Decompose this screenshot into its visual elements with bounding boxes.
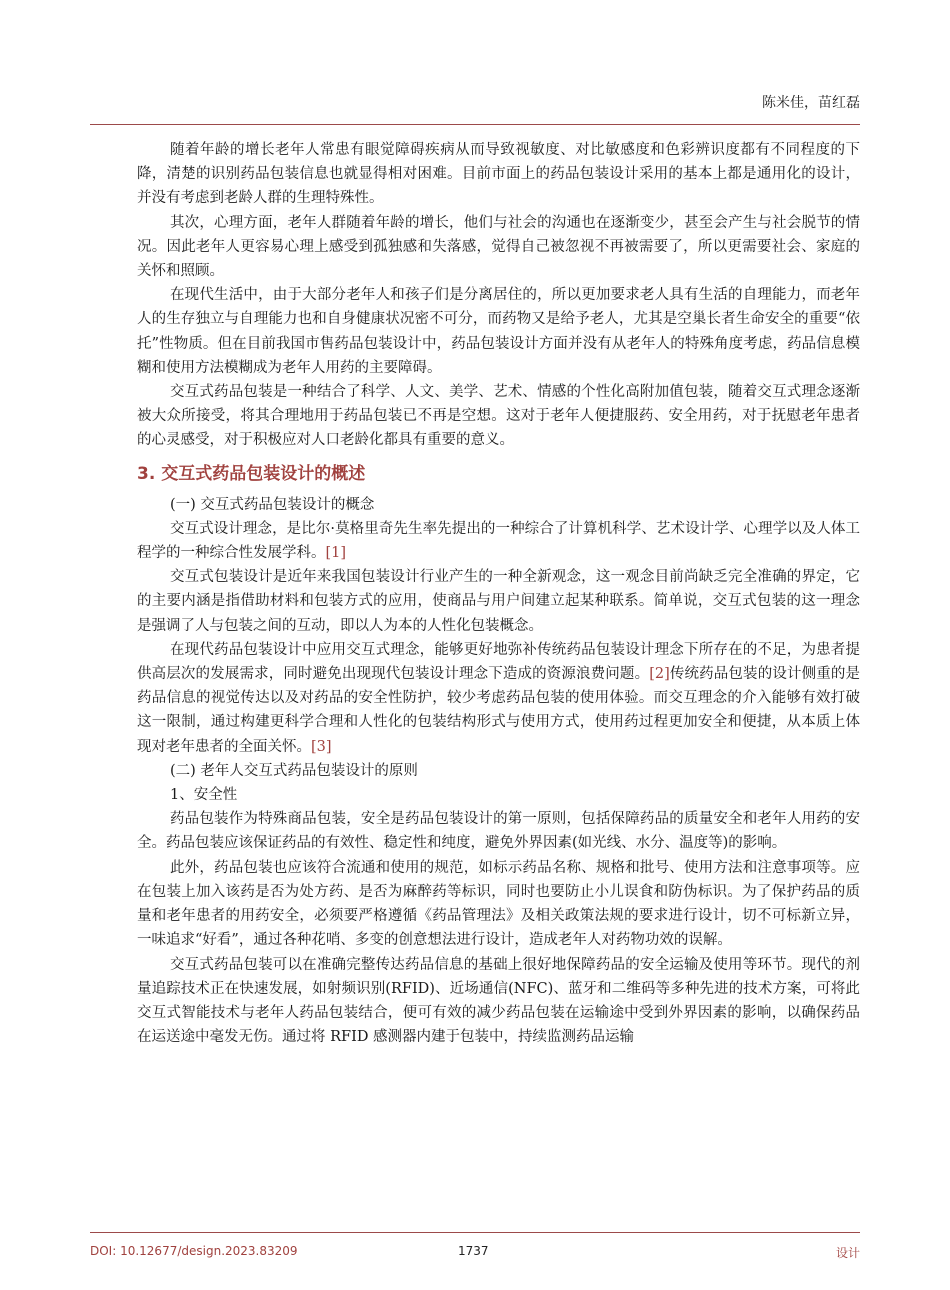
page-number: 1737 [458,1244,489,1258]
paragraph-text: 在现代药品包装设计中应用交互式理念，能够更好地弥补传统药品包装设计理念下所存在的不足，为患者提供高层次的发展需求，同时避免出现现代包装设计理念下造成的资源浪费问题。 [137,641,860,683]
header-authors: 陈米佳，苗红磊 [762,95,860,111]
footer-doi[interactable]: DOI: 10.12677/design.2023.83209 [90,1244,298,1258]
paragraph: 此外，药品包装也应该符合流通和使用的规范，如标示药品名称、规格和批号、使用方法和注意事项等。应在包装上加入该药是否为处方药、是否为麻醉药等标识，同时也要防止小儿误食和防伪标识。为了保护药品的质量和老年患者的用药安全，必须要严格遵循《药品管理法》及相关政策法规的要求进行设计，切不可标新立异，一味追求“好看”，通过各种花哨、多变的创意想法进行设计，造成老年人对药物功效的误解。 [137,859,860,949]
paragraph: 交互式包装设计是近年来我国包装设计行业产生的一种全新观念，这一观念目前尚缺乏完全准确的界定，它的主要内涵是指借助材料和包装方式的应用，使商品与用户间建立起某种联系。简单说，交互式包装的这一理念是强调了人与包装之间的互动，即以人为本的人性化包装概念。 [137,569,860,634]
subsection-heading: (一) 交互式药品包装设计的概念 [170,496,375,513]
paragraph: 交互式药品包装可以在准确完整传达药品信息的基础上很好地保障药品的安全运输及使用等环节。现代的剂量追踪技术正在快速发展，如射频识别(RFID)、近场通信(NFC)、蓝牙和二维码等多种先进的技术方案，可将此交互式智能技术与老年人药品包装结合，便可有效的减少药品包装在运输途中受到外界因素的影响，以确保药品在运送途中毫发无伤。通过将 RFID 感测器内建于包装中，持续监测药品运输 [137,956,860,1046]
paragraph: 交互式药品包装是一种结合了科学、人文、美学、艺术、情感的个性化高附加值包装，随着交互式理念逐渐被大众所接受，将其合理地用于药品包装已不再是空想。这对于老年人便捷服药、安全用药，对于抚慰老年患者的心灵感受，对于积极应对人口老龄化都具有重要的意义。 [137,384,860,449]
paragraph: 药品包装作为特殊商品包装，安全是药品包装设计的第一原则，包括保障药品的质量安全和老年人用药的安全。药品包装应该保证药品的有效性、稳定性和纯度，避免外界因素(如光线、水分、温度等)的影响。 [137,811,860,852]
citation-link[interactable]: [1] [325,545,347,562]
list-item-heading: 1、安全性 [170,787,238,804]
paragraph: 在现代生活中，由于大部分老年人和孩子们是分离居住的，所以更加要求老人具有生活的自理能力，而老年人的生存独立与自理能力也和自身健康状况密不可分，而药物又是给予老人，尤其是空巢长者生命安全的重要“依托”性物质。但在目前我国市售药品包装设计中，药品包装设计方面并没有从老年人的特殊角度考虑，药品信息模糊和使用方法模糊成为老年人用药的主要障碍。 [137,287,860,376]
article-body [137,138,860,1049]
subsection-heading: (二) 老年人交互式药品包装设计的原则 [170,762,418,779]
paragraph [137,638,860,759]
paragraph: 随着年龄的增长老年人常患有眼觉障碍疾病从而导致视敏度、对比敏感度和色彩辨识度都有不同程度的下降，清楚的识别药品包装信息也就显得相对困难。目前市面上的药品包装设计采用的基本上都是通用化的设计，并没有考虑到老龄人群的生理特殊性。 [137,142,860,207]
footer-divider [90,1232,860,1233]
section-heading: 3. 交互式药品包装设计的概述 [137,463,366,484]
header-divider [90,124,860,125]
journal-name: 设计 [835,1246,860,1260]
paragraph-text: 交互式设计理念，是比尔·莫格里奇先生率先提出的一种综合了计算机科学、艺术设计学、心理学以及人体工程学的一种综合性发展学科。 [137,520,860,562]
citation-link[interactable]: [2] [649,666,670,683]
paragraph: 其次，心理方面，老年人群随着年龄的增长，他们与社会的沟通也在逐渐变少，甚至会产生与社会脱节的情况。因此老年人更容易心理上感受到孤独感和失落感，觉得自己被忽视不再被需要了，所以更需要社会、家庭的关怀和照顾。 [137,214,860,280]
paragraph [137,517,860,565]
citation-link[interactable]: [3] [311,738,332,755]
paragraph-text: 传统药品包装的设计侧重的是药品信息的视觉传达以及对药品的安全性防护，较少考虑药品包装的使用体验。而交互理念的介入能够有效打破这一限制，通过构建更科学合理和人性化的包装结构形式与使用方式，使用药过程更加安全和便捷，从本质上体现对老年患者的全面关怀。 [137,666,860,755]
